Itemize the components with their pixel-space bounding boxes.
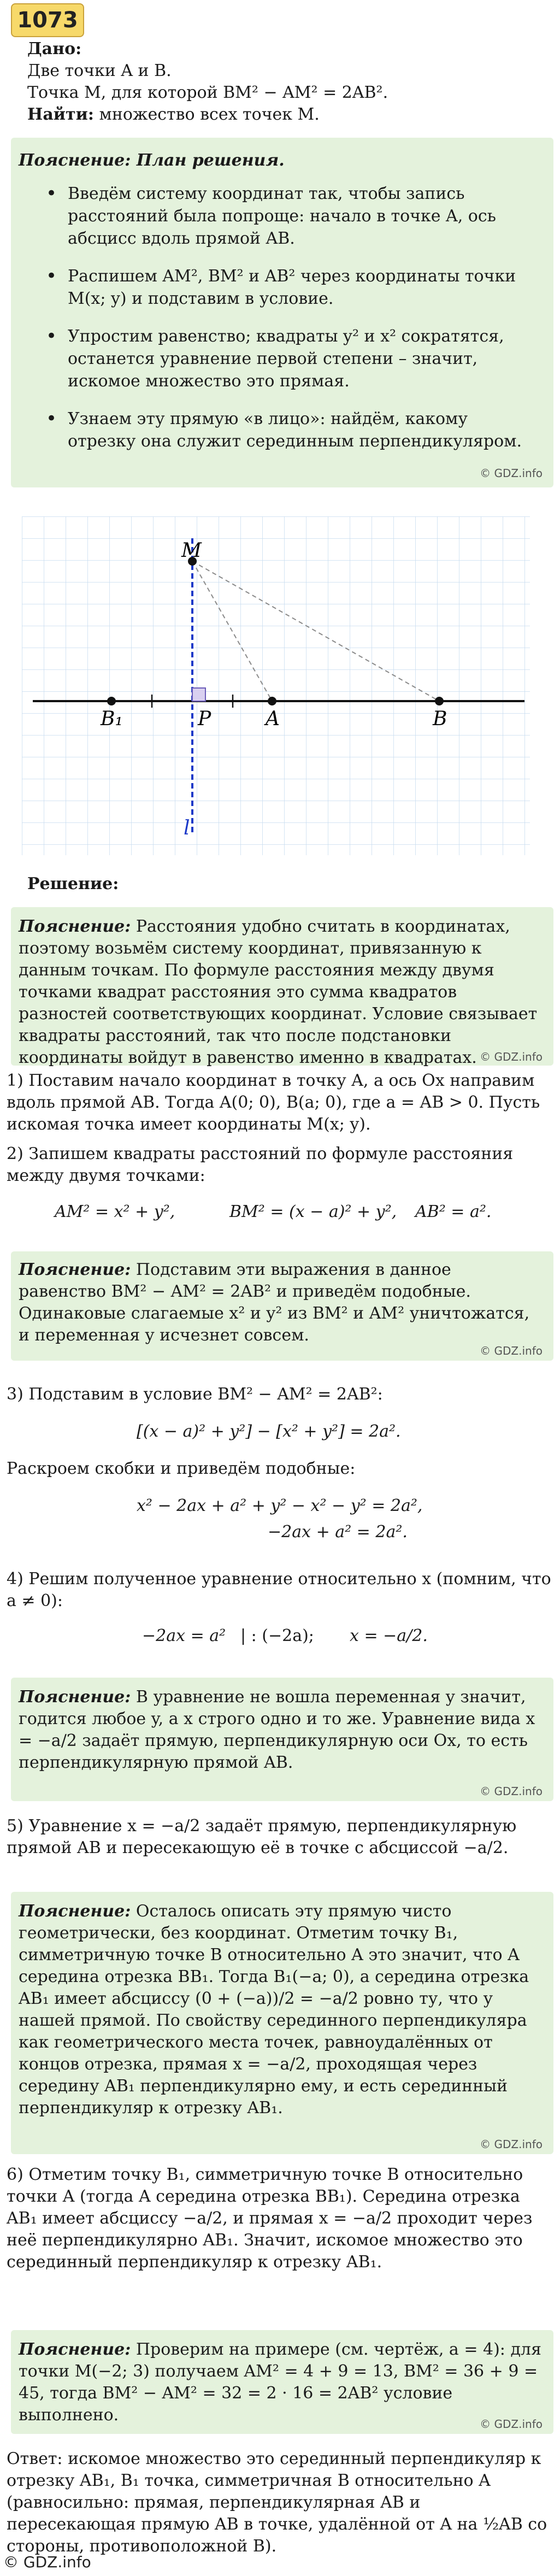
formula-AM: AM² = x² + y²,	[55, 1202, 175, 1221]
plan-list	[37, 183, 532, 468]
step-1: 1) Поставим начало координат в точку A, а ось Ox направим вдоль прямой AB. Тогда A(0; 0), B(a; 0), где a = AB > 0. Пусть искомая точка имеет координаты M(x; y).	[7, 1071, 540, 1134]
formula-3b: x² − 2ax + a² + y² − x² − y² = 2a²,	[137, 1496, 423, 1515]
label-l: l	[184, 817, 190, 839]
plan-box	[11, 138, 553, 487]
step-2: 2) Запишем квадраты расстояний по формуле расстояния между двумя точками:	[7, 1144, 514, 1185]
find-label: Найти:	[27, 105, 94, 124]
explanation-label: Пояснение:	[19, 917, 131, 936]
given-line-1: Две точки A и B.	[27, 61, 172, 80]
given-line-2: Точка M, для которой BM² − AM² = 2AB².	[27, 83, 388, 102]
step-6: 6) Отметим точку B₁, симметричную точке B относительно точки A (тогда A середина отрезка BB₁). Середина отрезка AB₁ имеет абсциссу −a/2, и прямая x = −a/2 проходит через неё перпендикулярно AB₁. Значит, искомое множество это серединный перпендикуляр к отрезку AB₁.	[7, 2165, 533, 2272]
solution-title: Решение:	[27, 874, 119, 893]
explanation-box-2	[11, 1251, 553, 1361]
right-angle-mark	[192, 688, 205, 701]
explanation-box-4	[11, 1892, 553, 2154]
formula-3c: −2ax + a² = 2a².	[268, 1522, 408, 1542]
formula-AB: AB² = a².	[415, 1202, 492, 1221]
step-4: 4) Решим полученное уравнение относительно x (помним, что a ≠ 0):	[7, 1569, 551, 1610]
label-B1: B₁	[101, 708, 123, 730]
formula-BM: BM² = (x − a)² + y²,	[229, 1202, 397, 1221]
label-A: A	[266, 708, 280, 730]
watermark: © GDZ.info	[480, 2138, 543, 2151]
step-5: 5) Уравнение x = −a/2 задаёт прямую, перпендикулярную прямой AB и пересекающую её в точке с абсциссой −a/2.	[7, 1816, 517, 1857]
label-M: M	[181, 539, 202, 562]
formula-3: [(x − a)² + y²] − [x² + y²] = 2a².	[137, 1422, 401, 1441]
explanation-box-3	[11, 1678, 553, 1801]
explanation-box-1	[11, 907, 553, 1066]
explanation-text: В уравнение не вошла переменная y значит, годится любое y, а x строго одно и то же. Уравнение вида x = −a/2 задаёт прямую, перпендикулярную оси Ox, то есть перпендикулярную прямой AB.	[19, 1687, 535, 1772]
plan-item: • Упростим равенство; квадраты y² и x² сократятся, останется уравнение первой степени – значит, искомое множество это прямая.	[37, 325, 532, 392]
watermark: © GDZ.info	[480, 1785, 543, 1798]
label-P: P	[198, 708, 211, 730]
watermark: © GDZ.info	[480, 1344, 543, 1357]
find-text: множество всех точек M.	[99, 105, 320, 124]
explanation-text: Расстояния удобно считать в координатах, поэтому возьмём систему координат, привязанную к данным точкам. По формуле расстояния между двумя точками квадрат расстояния это сумма квадратов разностей соответствующих координат. Условие связывает квадраты расстояний, так что после подстановки координаты войдут в равенство именно в квадратах.	[19, 917, 538, 1067]
watermark: © GDZ.info	[480, 467, 543, 480]
given-label: Дано:	[27, 39, 82, 58]
footer-watermark: © GDZ.info	[3, 2553, 91, 2571]
plan-title: Пояснение: План решения.	[19, 151, 285, 170]
watermark: © GDZ.info	[480, 2418, 543, 2431]
watermark: © GDZ.info	[480, 1050, 543, 1063]
step-3: 3) Подставим в условие BM² − AM² = 2AB²:	[7, 1385, 383, 1404]
point-B1	[107, 697, 116, 705]
answer: Ответ: искомое множество это серединный перпендикуляр к отрезку AB₁, B₁ точка, симметричная B относительно A (равносильно: прямая, перпендикулярная AB и пересекающая прямую AB в точке, удалённой от A на ½AB со стороны, противоположной B).	[7, 2449, 547, 2556]
label-B: B	[433, 708, 447, 730]
step-3b: Раскроем скобки и приведём подобные:	[7, 1459, 356, 1478]
plan-item: • Введём систему координат так, чтобы запись расстояний была попроще: начало в точке A, ось абсцисс вдоль прямой AB.	[37, 183, 532, 250]
plan-item: • Распишем AM², BM² и AB² через координаты точки M(x; y) и подставим в условие.	[37, 265, 532, 310]
point-B	[435, 697, 444, 705]
explanation-box-5	[11, 2330, 553, 2434]
plan-item: • Узнаем эту прямую «в лицо»: найдём, какому отрезку она служит серединным перпендикуляром.	[37, 408, 532, 452]
geometry-figure	[22, 516, 530, 855]
formula-4a: −2ax = a²	[142, 1626, 226, 1645]
explanation-label: Пояснение:	[19, 1902, 131, 1921]
explanation-label: Пояснение:	[19, 1687, 131, 1707]
explanation-label: Пояснение:	[19, 2340, 131, 2359]
grid-background	[22, 516, 530, 855]
formula-4b: | : (−2a);	[240, 1626, 314, 1645]
point-A	[268, 697, 276, 705]
explanation-text: Осталось описать эту прямую чисто геометрически, без координат. Отметим точку B₁, симметричную точке B относительно A это значит, что A середина отрезка BB₁. Тогда B₁(−a; 0), а середина отрезка AB₁ имеет абсциссу (0 + (−a))/2 = −a/2 ровно ту, что у нашей прямой. По свойству серединного перпендикуляра как геометрического места точек, равноудалённых от концов отрезка, прямая x = −a/2, проходящая через середину AB₁ перпендикулярно ему, и есть серединный перпендикуляр к отрезку AB₁.	[19, 1902, 529, 2118]
explanation-text: Проверим на примере (см. чертёж, a = 4): для точки M(−2; 3) получаем AM² = 4 + 9 = 13, BM² = 36 + 9 = 45, тогда BM² − AM² = 32 = 2 · 16 = 2AB² условие выполнено.	[19, 2340, 541, 2425]
exercise-number-badge: 1073	[11, 3, 84, 37]
explanation-label: Пояснение:	[19, 1260, 131, 1279]
explanation-text: Подставим эти выражения в данное равенство BM² − AM² = 2AB² и приведём подобные. Одинаковые слагаемые x² и y² из BM² и AM² уничтожатся, и переменная y исчезнет совсем.	[19, 1260, 530, 1345]
formula-4c: x = −a/2.	[350, 1626, 428, 1645]
